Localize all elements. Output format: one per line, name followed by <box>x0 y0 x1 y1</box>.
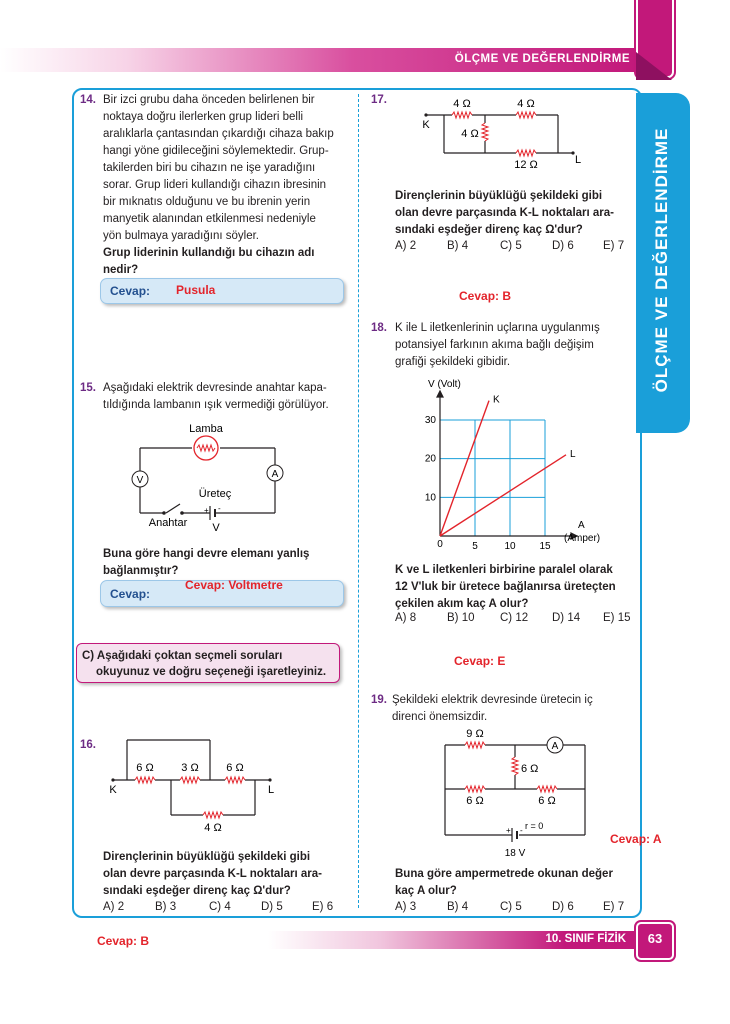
section-c-text: C) Aşağıdaki çoktan seçmeli soruları okuyunuz ve doğru seçeneği işaretleyiniz. <box>82 650 327 678</box>
chart-x-tick-0: 5 <box>472 541 478 552</box>
q17-option-b[interactable]: B) 4 <box>447 240 469 252</box>
q19-r3: 6 Ω <box>466 795 484 807</box>
q15-question: Buna göre hangi devre elemanı yanlış bağlanmıştır? <box>103 548 310 577</box>
footer-course: 10. SINIF FİZİK <box>545 933 626 945</box>
q17-k: K <box>422 119 430 131</box>
corner-tab-fold <box>636 52 674 82</box>
q16-option-e[interactable]: E) 6 <box>312 901 334 913</box>
q18-answer: Cevap: E <box>454 654 506 668</box>
q19-circuit <box>435 725 605 865</box>
q19-options <box>395 901 624 913</box>
q15-answer-label: Cevap: <box>110 587 151 601</box>
q16-r3: 6 Ω <box>226 762 244 774</box>
side-tab-label: ÖLÇME VE DEĞERLENDİRME <box>652 127 671 393</box>
q18-option-d[interactable]: D) 14 <box>552 612 581 624</box>
q15-lamba-label: Lamba <box>189 423 223 435</box>
q19-r4: 6 Ω <box>538 795 556 807</box>
q17-r1: 4 Ω <box>453 98 471 110</box>
q18-question: K ve L iletkenleri birbirine paralel olarak 12 V'luk bir üretece bağlanırsa üreteçten çekilen akım kaç A olur? <box>395 564 616 610</box>
q19-emf: 18 V <box>504 848 526 859</box>
chart-xlabel-unit: (Amper) <box>564 533 601 544</box>
q15-text: Aşağıdaki elektrik devresinde anahtar kapa- tıldığında lambanın ışık vermediği görülüyor. <box>103 382 329 411</box>
q18-chart <box>410 375 610 560</box>
chart-y-arrow <box>437 391 443 397</box>
q17-option-e[interactable]: E) 7 <box>603 240 625 252</box>
chart-series-label-L: L <box>570 448 576 460</box>
chart-ylabel: V (Volt) <box>428 379 461 390</box>
q17-options <box>395 240 624 252</box>
q18-option-c[interactable]: C) 12 <box>500 612 529 624</box>
chart-x-tick-1: 10 <box>504 541 516 552</box>
q15-plus: + <box>204 506 209 515</box>
chart-ticks <box>425 415 551 552</box>
q14-answer-label: Cevap: <box>110 284 151 298</box>
q16-options <box>103 901 333 913</box>
q16-option-a[interactable]: A) 2 <box>103 901 125 913</box>
q19-minus: - <box>520 826 523 835</box>
q19-r1: 9 Ω <box>466 728 484 740</box>
column-divider <box>358 94 359 908</box>
chart-xlabel-a: A <box>578 520 585 531</box>
q15-minus: - <box>218 504 221 513</box>
chart-y-tick-2: 30 <box>424 415 436 426</box>
chart-axes <box>437 391 577 539</box>
q16-option-b[interactable]: B) 3 <box>155 901 177 913</box>
q15-v-label: V <box>212 522 220 534</box>
q18-text: K ile L iletkenlerinin uçlarına uygulanmış potansiyel farkının akıma bağlı değişim grafiği şekildeki gibidir. <box>395 322 600 368</box>
q16-r4: 4 Ω <box>204 822 222 834</box>
q19-option-e[interactable]: E) 7 <box>603 901 625 913</box>
q15-number: 15. <box>80 382 96 394</box>
q15-ammeter-label: A <box>271 469 279 480</box>
q19-ammeter-label: A <box>551 741 559 752</box>
chart-series <box>440 395 576 536</box>
q19-answer: Cevap: A <box>610 832 662 846</box>
q19-question: Buna göre ampermetrede okunan değer kaç A olur? <box>395 868 613 897</box>
q15-anahtar-label: Anahtar <box>148 517 188 529</box>
q17-circuit <box>418 95 588 175</box>
q17-r3: 4 Ω <box>461 128 479 140</box>
q19-plus: + <box>506 826 511 835</box>
q14-text: Bir izci grubu daha önceden belirlenen bir noktaya doğru ilerlerken grup lideri belli aralıklarla çantasından çıkardığı cihaza bakıp hangi yöne gidileceğini söylemektedir. Grup- takilerden biri bu cihazın ne işe yaradığını sorar. Grup lideri kullandığı cihazın ibresinin bir mıknatıs olduğunu ve bu ibrenin yerin manyetik alanından etkilenmesi nedeniyle yön bulmaya yaradığını söyler. <box>103 94 334 242</box>
q14-number: 14. <box>80 94 96 106</box>
q16-circuit <box>105 735 285 835</box>
q15-answer: Cevap: Voltmetre <box>185 578 283 592</box>
q17-l: L <box>574 154 582 166</box>
footer-left-answer: Cevap: B <box>97 934 150 948</box>
q14-answer: Pusula <box>176 283 216 297</box>
q19-number: 19. <box>371 694 387 706</box>
q15-uretec-label: Üreteç <box>198 488 232 500</box>
chart-series-line-L <box>440 455 566 536</box>
q17-r2: 4 Ω <box>517 98 535 110</box>
q17-r4: 12 Ω <box>514 159 538 171</box>
q17-option-c[interactable]: C) 5 <box>500 240 522 252</box>
chart-y-tick-0: 10 <box>424 492 436 504</box>
q18-number: 18. <box>371 322 387 334</box>
q19-r-internal: r = 0 <box>525 821 544 831</box>
q19-option-b[interactable]: B) 4 <box>447 901 469 913</box>
chart-series-line-K <box>440 401 489 536</box>
q15-voltmeter-label: V <box>136 475 144 486</box>
chart-y-tick-1: 20 <box>424 453 436 465</box>
q16-option-d[interactable]: D) 5 <box>261 901 283 913</box>
q18-option-e[interactable]: E) 15 <box>603 612 631 624</box>
q14-question: Grup liderinin kullandığı bu cihazın adı nedir? <box>103 247 315 276</box>
q18-option-a[interactable]: A) 8 <box>395 612 417 624</box>
q16-k: K <box>109 784 117 796</box>
q17-option-d[interactable]: D) 6 <box>552 240 574 252</box>
q18-option-b[interactable]: B) 10 <box>447 612 475 624</box>
q16-number: 16. <box>80 739 96 751</box>
q17-question: Dirençlerinin büyüklüğü şekildeki gibi olan devre parçasında K-L noktaları ara- sındaki eşdeğer direnç kaç Ω'dur? <box>395 190 615 236</box>
q17-answer: Cevap: B <box>459 289 512 303</box>
q16-question: Dirençlerinin büyüklüğü şekildeki gibi olan devre parçasında K-L noktaları ara- sındaki eşdeğer direnç kaç Ω'dur? <box>103 851 323 897</box>
q15-circuit <box>120 418 290 538</box>
q17-option-a[interactable]: A) 2 <box>395 240 417 252</box>
chart-origin-label: 0 <box>437 539 443 550</box>
chart-series-label-K: K <box>493 394 500 406</box>
q19-text: Şekildeki elektrik devresinde üretecin iç direnci önemsizdir. <box>392 694 593 723</box>
q19-option-a[interactable]: A) 3 <box>395 901 417 913</box>
q19-option-c[interactable]: C) 5 <box>500 901 522 913</box>
q17-number: 17. <box>371 94 387 106</box>
q16-r1: 6 Ω <box>136 762 154 774</box>
q19-r2: 6 Ω <box>521 763 539 775</box>
header-title: ÖLÇME VE DEĞERLENDİRME <box>454 53 630 65</box>
q16-r2: 3 Ω <box>181 762 199 774</box>
footer-page-number: 63 <box>647 931 663 946</box>
q18-options <box>395 612 631 624</box>
chart-x-tick-2: 15 <box>539 541 551 552</box>
q16-l: L <box>267 784 275 796</box>
q16-option-c[interactable]: C) 4 <box>209 901 231 913</box>
q19-option-d[interactable]: D) 6 <box>552 901 574 913</box>
